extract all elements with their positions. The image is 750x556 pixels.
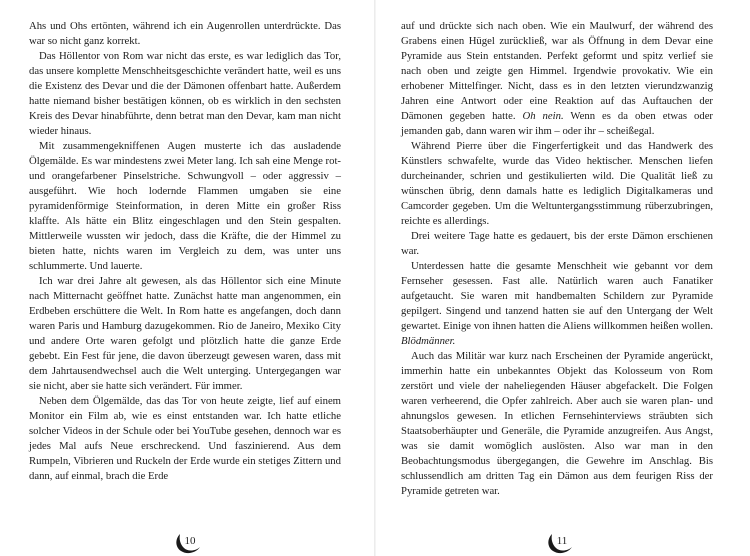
left-paragraph-5: Neben dem Ölgemälde, das das Tor von heute zeigte, lief auf einem Monitor ein Film ab, wie es einst entstanden war. Ich hatte etliche solcher Videos in der Schule oder bei YouTube gesehen, dennoch war es jedes Mal aufs Neue erschreckend. Und faszinierend. Aus dem Rumpeln, Vibrieren und Ruckeln der Erde wurde ein stetiges Zittern und dann, auf einmal, brach die Erde — [29, 395, 341, 482]
left-page — [29, 19, 341, 484]
left-paragraph-3: Mit zusammengekniffenen Augen musterte ich das ausladende Ölgemälde. Es war mindestens zwei Meter lang. Ich sah eine Menge rot- und orangefarbener Pinselstriche. Schwungvoll – oder aggressiv – ausgeführt. Wie hoch lodernde Flammen umgaben sie eine pyramidenförmige Steinformation, in deren Mitte ein großer Riss klaffte. Als hätte ein Blitz eingeschlagen und den Stein gespalten. Mittlerweile wussten wir jedoch, dass die Kräfte, die der Himmel zu bieten hatte, nichts waren im Vergleich zu dem, was unter uns schlummerte. Und lauerte. — [29, 140, 341, 272]
emphasis-text: Blödmänner. — [401, 335, 456, 347]
right-paragraph-4-text: Unterdessen hatte die gesamte Menschheit wie gebannt vor dem Fernseher gesessen. Fast alle. Natürlich waren auch Fanatiker aufgetaucht. Sie waren mit handbemalten Schildern zur Pyramide gepilgert. Singend und tanzend hatten sie auf den Untergang der Welt gewartet. Einige von ihnen hatten die Aliens willkommen heißen wollen. Blödmänner. — [401, 260, 713, 347]
page-number-right-text: 11 — [556, 535, 568, 547]
page-number-right — [542, 530, 582, 552]
left-paragraph-2: Das Höllentor von Rom war nicht das erste, es war lediglich das Tor, das unsere komplette Menschheitsgeschichte verändert hatte, weil es uns die Existenz des Devar und die der Dämonen offenbart hatte. Außerdem hatte niemand bisher bestätigen können, ob es wirklich in den sechsten Kreis des Devar hinabführte, denn betrat man den Devar, kam man nicht wieder hinaus. — [29, 50, 341, 137]
left-paragraph-1: Ahs und Ohs ertönten, während ich ein Augenrollen unterdrückte. Das war so nicht ganz korrekt. — [29, 20, 341, 47]
right-paragraph-2: Während Pierre über die Fingerfertigkeit und das Handwerk des Künstlers schwafelte, wurde das Video hektischer. Menschen liefen durcheinander, schrien und gestikulierten wild. Die Qualität ließ zu wünschen übrig, denn damals hatte es lediglich Digitalkameras und Camcorder gegeben. Um die Weltuntergangsstimmung rüberzubringen, reichte es allerdings. — [401, 140, 713, 227]
right-paragraph-1-text: auf und drückte sich nach oben. Wie ein Maulwurf, der während des Grabens einen Hügel zurückließ, war als Öffnung in dem Devar eine Pyramide aus Stein entstanden. Perfekt geformt und spitz verlief sie nach oben und zeigte gen Himmel. Irgendwie provokativ. Wie ein erhobener Mittelfinger. Nicht, dass es in den letzten vierundzwanzig Jahren eine Antwort oder eine Reaktion auf das Auftauchen der Dämonen gegeben hatte. Oh nein. Wenn es da oben etwas oder jemanden gab, dann waren wir ihm – oder ihr – scheißegal. — [401, 20, 713, 137]
book-gutter — [374, 0, 376, 556]
page-number-left-text: 10 — [184, 535, 196, 547]
page-number-left — [170, 530, 210, 552]
right-paragraph-4 — [401, 259, 713, 349]
right-paragraph-3: Drei weitere Tage hatte es gedauert, bis der erste Dämon erschienen war. — [401, 230, 713, 257]
right-paragraph-1 — [401, 19, 713, 139]
left-paragraph-4: Ich war drei Jahre alt gewesen, als das Höllentor sich eine Minute nach Mitternacht geöffnet hatte. Zunächst hatte man angenommen, ein Erdbeben erschüttere die Welt. In Rom hatte es angefangen, doch dann waren Paris und Hamburg dazugekommen. Rio de Janeiro, Mexiko City und andere Orte waren gefolgt und plötzlich hatte die ganze Erde gebebt. Ein Fest für jene, die davon überzeugt gewesen waren, dass mit dem Jahrtausendwechsel auch die Welt unterging. Untergegangen war sie nicht, aber sie hatte sich verändert. Für immer. — [29, 275, 341, 392]
right-paragraph-5: Auch das Militär war kurz nach Erscheinen der Pyramide angerückt, immerhin hatte ein unbekanntes Objekt das Kolosseum von Rom zerstört und viele der naheliegenden Häuser abgefackelt. Die Folgen waren verheerend, die Opfer zahlreich. Aber auch sie waren plan- und ahnungslos gewesen. In etlichen Fernsehinterviews sträubten sich Staatsoberhäupter und Generäle, die Pyramide anzugreifen. Aus Angst, was sie damit womöglich auslösten. Also war man in den Beobachtungsmodus übergegangen, die Gewehre im Anschlag. Bis schlussendlich am dritten Tag ein Dämon aus dem feurigen Riss der Pyramide getreten war. — [401, 350, 713, 497]
emphasis-text: Oh nein. — [522, 110, 564, 122]
right-page — [401, 19, 713, 499]
